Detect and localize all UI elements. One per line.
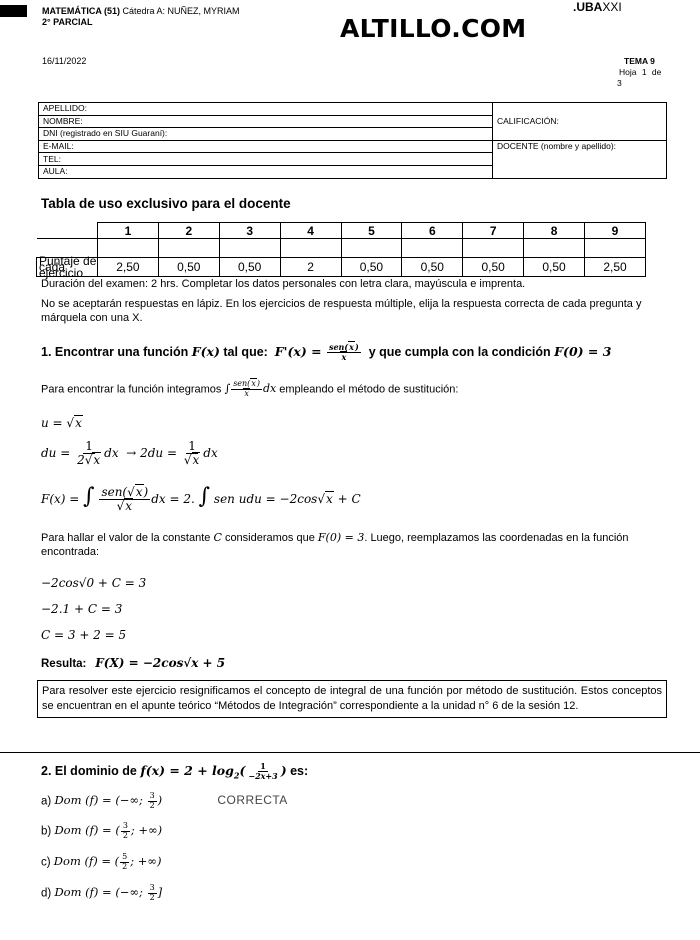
q1-constant-text: [41, 531, 671, 559]
q1-result-label: Resulta:: [41, 658, 87, 670]
altillo-logo: ALTILLO.COM: [340, 14, 527, 43]
q1-integral-expr: ∫ $\frac{\text{sen(x)}}{x}$ dx: [224, 379, 277, 398]
q1-integral-result: F(x) = ∫ $\frac{\text{sen(√x)}}{√x}$ dx = 2. ∫ sen udu = −2cos√x + C: [41, 484, 361, 513]
score-3: 0,50: [219, 258, 280, 277]
field-aula[interactable]: AULA:: [39, 165, 493, 178]
field-nombre[interactable]: NOMBRE:: [39, 115, 493, 128]
score-4: 2: [280, 258, 341, 277]
header-subject-line: [42, 6, 240, 17]
grade-entry-cell[interactable]: [280, 239, 341, 258]
score-row-label: Puntaje de cada ejercicio: [37, 258, 98, 277]
q2-option-b-expr: Dom (f) = ( $\frac{3}{2}$ ; +∞): [54, 821, 163, 840]
q1-const-c: . Luego, reemplazamos las coordenadas en la función encontrada:: [41, 532, 629, 558]
q2-option-b[interactable]: [41, 822, 162, 841]
grade-col-3: 3: [219, 223, 280, 239]
q1-title-a: 1. Encontrar una función: [41, 344, 189, 359]
field-tel[interactable]: TEL:: [39, 153, 493, 166]
grade-col-9: 9: [585, 223, 646, 239]
grade-col-1: 1: [98, 223, 159, 239]
exam-name: 2° PARCIAL: [42, 17, 93, 27]
q2-title-b: es:: [290, 763, 309, 778]
grade-table: [36, 222, 646, 280]
hoja: Hoja 1 de: [619, 67, 662, 77]
q1-intro-a: Para encontrar la función integramos: [41, 383, 222, 396]
q2-option-c-expr: Dom (f) = ( $\frac{5}{2}$ ; +∞): [53, 852, 162, 871]
instructions-duration: Duración del examen: 2 hrs. Completar los datos personales con letra clara, mayúscula e imprenta.: [41, 278, 526, 290]
score-9: 2,50: [585, 258, 646, 277]
student-info-table: [38, 102, 667, 179]
q1-Fx: F(x): [191, 343, 220, 359]
q1-substitution-u: u = √x: [41, 416, 82, 430]
grade-entry-cell[interactable]: [158, 239, 219, 258]
q1-step-2: −2.1 + C = 3: [41, 602, 123, 616]
grade-entry-cell[interactable]: [463, 239, 524, 258]
q1-const-C: C: [213, 531, 222, 544]
field-apellido[interactable]: APELLIDO:: [39, 103, 493, 116]
exam-date: 16/11/2022: [42, 56, 87, 66]
q2-option-a-letter: a): [41, 795, 52, 808]
grade-entry-cell[interactable]: [341, 239, 402, 258]
q1-title-c: y que cumpla con la condición: [368, 344, 551, 359]
q2-option-a[interactable]: [41, 792, 288, 811]
q1-title-b: tal que:: [223, 344, 268, 359]
q2-option-d-letter: d): [41, 887, 52, 900]
q2-option-d-expr: Dom (f) = (−∞; $\frac{3}{2}$ ]: [54, 883, 163, 902]
q1-const-b: consideramos que: [224, 532, 315, 544]
q1-step-1: −2cos√0 + C = 3: [41, 576, 147, 590]
grade-entry-cell[interactable]: [98, 239, 159, 258]
uba-logo-rest: XXI: [602, 0, 622, 14]
tema: TEMA 9: [624, 56, 655, 66]
instructions-pencil: No se aceptarán respuestas en lápiz. En los ejercicios de respuesta múltiple, elija la respuesta correcta de cada pregunta y márquela con una X.: [41, 298, 642, 324]
grade-col-4: 4: [280, 223, 341, 239]
q1-title: [41, 343, 681, 362]
q1-const-a: Para hallar el valor de la constante: [41, 532, 211, 544]
q1-note-box: Para resolver este ejercicio resignificamos el concepto de integral de una función por método de sustitución. Estos conceptos se encuentran en el apunte teórico “Métodos de Integración” correspondiente a la unidad n° 6 de la sesión 12.: [37, 680, 667, 718]
score-2: 0,50: [158, 258, 219, 277]
grade-entry-row: [37, 239, 646, 258]
grade-col-5: 5: [341, 223, 402, 239]
q1-intro-b: empleando el método de sustitución:: [279, 383, 459, 396]
field-dni[interactable]: DNI (registrado en SIU Guaraní):: [39, 128, 493, 141]
field-email[interactable]: E-MAIL:: [39, 140, 493, 153]
subject: MATEMÁTICA (51): [42, 6, 120, 16]
q1-step-3: C = 3 + 2 = 5: [41, 628, 127, 642]
grade-score-row: [37, 258, 646, 277]
grade-entry-cell[interactable]: [402, 239, 463, 258]
q2-option-a-expr: Dom (f) = (−∞; $\frac{3}{2}$ ): [54, 791, 163, 810]
grade-corner-cell: [37, 223, 98, 239]
black-bar: [0, 5, 27, 17]
score-6: 0,50: [402, 258, 463, 277]
q2-function: $f(x) = 2 + \log_2$( $\frac{1}{-2x+3}$ ): [140, 761, 287, 781]
q1-derivative: F'(x) = $\frac{\text{sen(x)}}{x}$: [274, 342, 359, 362]
q2-title: [41, 762, 308, 781]
grade-entry-cell[interactable]: [585, 239, 646, 258]
q1-intro: [41, 380, 458, 399]
chair: Cátedra A: NUÑEZ, MYRIAM: [122, 6, 240, 16]
q2-option-c[interactable]: [41, 853, 162, 872]
grade-table-title: Tabla de uso exclusivo para el docente: [41, 196, 291, 211]
hoja-total: 3: [617, 78, 622, 88]
grade-header-row: [37, 223, 646, 239]
q2-option-b-letter: b): [41, 825, 52, 838]
field-calificacion[interactable]: CALIFICACIÓN:: [493, 103, 667, 141]
score-1: 2,50: [98, 258, 159, 277]
score-8: 0,50: [524, 258, 585, 277]
q2-option-d[interactable]: [41, 884, 162, 903]
field-docente[interactable]: DOCENTE (nombre y apellido):: [493, 140, 667, 178]
section-divider: [0, 752, 700, 753]
uba-logo-bold: .UBA: [573, 0, 603, 14]
grade-col-2: 2: [158, 223, 219, 239]
grade-col-6: 6: [402, 223, 463, 239]
q1-condition: F(0) = 3: [554, 343, 612, 359]
q1-result-value: F(X) = −2cos√x + 5: [95, 656, 226, 670]
q2-option-c-letter: c): [41, 856, 51, 869]
grade-col-8: 8: [524, 223, 585, 239]
uba-logo: [573, 0, 622, 14]
correct-label: CORRECTA: [217, 793, 288, 808]
grade-entry-cell[interactable]: [219, 239, 280, 258]
grade-col-7: 7: [463, 223, 524, 239]
q2-title-a: 2. El dominio de: [41, 763, 137, 778]
grade-entry-cell[interactable]: [524, 239, 585, 258]
q1-result: [41, 654, 225, 672]
q1-const-F0: F(0) = 3: [317, 531, 365, 544]
score-7: 0,50: [463, 258, 524, 277]
score-5: 0,50: [341, 258, 402, 277]
q1-substitution-du: du = $\frac{1}{2√x}$ dx → 2du = $\frac{1}{√x}$ dx: [41, 439, 218, 468]
